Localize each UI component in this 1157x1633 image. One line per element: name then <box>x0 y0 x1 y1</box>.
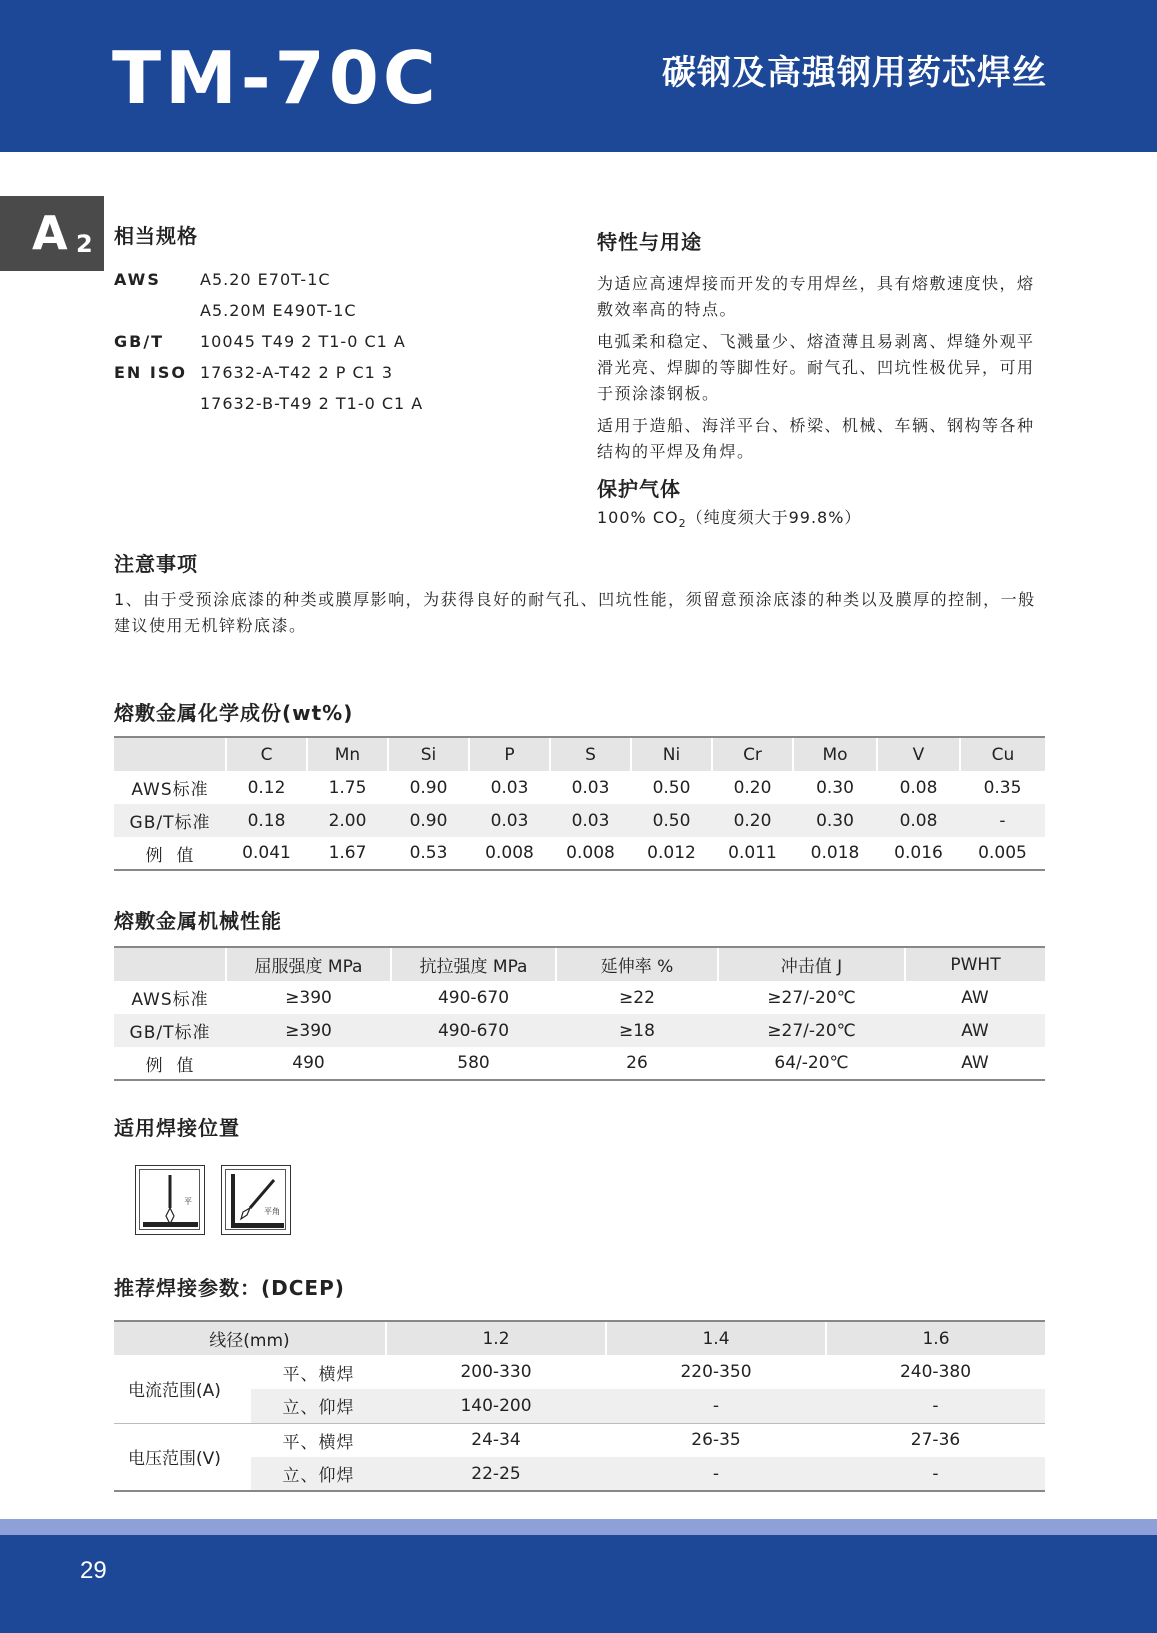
chem-cell: 2.00 <box>307 804 388 837</box>
mech-cell: 580 <box>391 1047 556 1080</box>
section-tag-number: 2 <box>76 230 93 258</box>
params-cell: 22-25 <box>386 1457 606 1491</box>
chem-cell: 0.03 <box>469 804 550 837</box>
features-para-2: 电弧柔和稳定、飞溅量少、熔渣薄且易剥离、焊缝外观平滑光亮、焊脚的等脚性好。耐气孔、凹坑性极优异，可用于预涂漆钢板。 <box>597 332 1035 403</box>
spec-key-gbt: GB/T <box>114 332 165 351</box>
fillet-position-label: 平角 <box>264 1207 280 1216</box>
chem-cell: 1.67 <box>307 837 388 870</box>
chem-cell: 0.03 <box>571 777 610 798</box>
params-title: 推荐焊接参数：(DCEP) <box>114 1276 345 1300</box>
mech-cell: ≥27/-20℃ <box>718 1014 905 1047</box>
chem-cell: 0.011 <box>712 837 793 870</box>
spec-aws-2: A5.20M E490T-1C <box>200 301 357 320</box>
mech-header-yield: 屈服强度 MPa <box>226 947 391 981</box>
params-cell: - <box>606 1389 826 1423</box>
gas-text-sub: 2 <box>678 517 687 531</box>
mech-cell: ≥27/-20℃ <box>767 987 856 1008</box>
chem-table <box>114 736 1045 871</box>
features-para-3: 适用于造船、海洋平台、桥梁、机械、车辆、钢构等各种结构的平焊及角焊。 <box>597 416 1035 461</box>
table-row <box>114 1047 1045 1080</box>
mech-cell: ≥22 <box>619 987 655 1008</box>
chem-row-label: AWS标准 <box>131 780 209 800</box>
mech-cell: AW <box>905 1014 1045 1047</box>
features-title: 特性与用途 <box>597 230 702 254</box>
footer-bar <box>0 1535 1157 1633</box>
chem-cell: 0.041 <box>226 837 307 870</box>
features-para-1: 为适应高速焊接而开发的专用焊丝，具有熔敷速度快，熔敷效率高的特点。 <box>597 274 1035 319</box>
chem-cell: 0.008 <box>550 837 631 870</box>
page-number: 29 <box>80 1557 107 1584</box>
mech-cell: ≥390 <box>226 1014 391 1047</box>
mech-cell: 490-670 <box>437 987 510 1008</box>
mech-cell: ≥18 <box>556 1014 718 1047</box>
chem-cell: 0.08 <box>899 777 938 798</box>
table-row <box>114 1389 1045 1423</box>
flat-horizontal-label: 平、横焊 <box>282 1432 355 1453</box>
params-header-diameter: 线径(mm) <box>114 1321 386 1355</box>
chem-cell: 0.016 <box>877 837 960 870</box>
chem-header-mn: Mn <box>307 737 388 771</box>
footer-stripe <box>0 1519 1157 1535</box>
horizontal-fillet-frame <box>225 1169 286 1230</box>
table-row <box>114 981 1045 1014</box>
chem-cell: 0.20 <box>712 804 793 837</box>
mech-header-pwht: PWHT <box>905 947 1045 981</box>
mech-row-label: 例 值 <box>114 1047 226 1080</box>
header-bar <box>0 0 1157 152</box>
mech-cell: ≥390 <box>285 987 332 1008</box>
notes-text: 1、由于受预涂底漆的种类或膜厚影响，为获得良好的耐气孔、凹坑性能，须留意预涂底漆的种类以及膜厚的控制，一般建议使用无机锌粉底漆。 <box>114 590 1036 635</box>
voltage-range-label: 电压范围(V) <box>114 1423 251 1491</box>
chem-header-row <box>114 737 1045 771</box>
flat-position-frame <box>139 1169 200 1230</box>
chem-cell: 0.90 <box>388 804 469 837</box>
params-cell: 24-34 <box>471 1430 521 1451</box>
params-cell: - <box>606 1457 826 1491</box>
flat-position-label: 平 <box>184 1197 192 1206</box>
spec-eniso-2: 17632-B-T49 2 T1-0 C1 A <box>200 394 424 413</box>
chem-cell: 0.90 <box>409 777 448 798</box>
chem-header-si: Si <box>388 737 469 771</box>
chem-cell: 0.03 <box>550 804 631 837</box>
table-row <box>114 804 1045 837</box>
mech-cell: AW <box>961 987 989 1008</box>
mech-title: 熔敷金属机械性能 <box>114 909 282 933</box>
chem-cell: 0.50 <box>652 777 691 798</box>
chem-cell: 0.005 <box>960 837 1045 870</box>
flat-horizontal-label: 平、横焊 <box>282 1364 355 1385</box>
specs-title: 相当规格 <box>114 224 198 248</box>
mech-header-tensile: 抗拉强度 MPa <box>391 947 556 981</box>
spec-aws-1: A5.20 E70T-1C <box>200 270 331 289</box>
chem-cell: 0.53 <box>388 837 469 870</box>
chem-header-p: P <box>469 737 550 771</box>
params-cell: 240-380 <box>899 1362 972 1382</box>
chem-row-label: 例 值 <box>114 837 226 870</box>
params-cell: - <box>826 1389 1045 1423</box>
table-row <box>114 1355 1045 1389</box>
chem-cell: 0.50 <box>631 804 712 837</box>
table-row <box>114 1457 1045 1491</box>
params-cell: 26-35 <box>691 1430 741 1451</box>
spec-key-eniso: EN ISO <box>114 363 187 382</box>
current-range-label: 电流范围(A) <box>114 1355 251 1423</box>
params-header-d3: 1.6 <box>826 1321 1045 1355</box>
spec-key-aws: AWS <box>114 270 161 289</box>
mech-header-blank <box>114 947 226 981</box>
chem-cell: - <box>960 804 1045 837</box>
flat-position-icon <box>135 1165 205 1235</box>
gas-text <box>597 510 861 529</box>
params-cell: 140-200 <box>386 1389 606 1423</box>
mech-cell: AW <box>905 1047 1045 1080</box>
spec-eniso-1: 17632-A-T42 2 P C1 3 <box>200 363 394 382</box>
chem-cell: 0.35 <box>983 777 1022 798</box>
gas-title: 保护气体 <box>597 477 681 501</box>
chem-cell: 0.30 <box>793 804 877 837</box>
chem-header-cu: Cu <box>960 737 1045 771</box>
product-subtitle: 碳钢及高强钢用药芯焊丝 <box>662 53 1047 93</box>
params-table <box>114 1320 1045 1492</box>
mech-cell: 490-670 <box>391 1014 556 1047</box>
params-header-d1: 1.2 <box>386 1321 606 1355</box>
gas-text-b: （纯度须大于99.8%） <box>686 508 862 527</box>
notes-title: 注意事项 <box>114 552 198 576</box>
chem-cell: 0.18 <box>226 804 307 837</box>
vertical-overhead-label: 立、仰焊 <box>251 1389 386 1423</box>
positions-title: 适用焊接位置 <box>114 1116 240 1140</box>
chem-cell: 1.75 <box>328 777 367 798</box>
chem-cell: 0.12 <box>247 777 286 798</box>
mech-table <box>114 946 1045 1081</box>
params-header-d2: 1.4 <box>606 1321 826 1355</box>
chem-cell: 0.008 <box>469 837 550 870</box>
chem-header-ni: Ni <box>631 737 712 771</box>
chem-header-blank <box>114 737 226 771</box>
table-row <box>114 837 1045 870</box>
chem-title: 熔敷金属化学成份(wt%) <box>114 701 354 725</box>
params-cell: 27-36 <box>910 1430 961 1451</box>
mech-cell: 490 <box>226 1047 391 1080</box>
horizontal-fillet-icon <box>221 1165 291 1235</box>
params-cell: 220-350 <box>680 1362 752 1382</box>
mech-row-label: GB/T标准 <box>114 1014 226 1047</box>
mech-header-impact: 冲击值 J <box>718 947 905 981</box>
chem-header-s: S <box>550 737 631 771</box>
section-tag-letter: A <box>32 206 68 260</box>
mech-cell: 64/-20℃ <box>718 1047 905 1080</box>
fillet-weld-icon <box>226 1170 287 1231</box>
chem-cell: 0.03 <box>490 777 529 798</box>
chem-header-mo: Mo <box>793 737 877 771</box>
section-tag <box>0 196 104 271</box>
chem-cell: 0.08 <box>877 804 960 837</box>
params-header-row <box>114 1321 1045 1355</box>
chem-cell: 0.20 <box>733 777 772 798</box>
chem-header-c: C <box>226 737 307 771</box>
mech-row-label: AWS标准 <box>131 990 209 1010</box>
chem-cell: 0.012 <box>631 837 712 870</box>
gas-text-a: 100% CO <box>597 508 679 527</box>
params-cell: - <box>826 1457 1045 1491</box>
mech-header-elongation: 延伸率 % <box>556 947 718 981</box>
params-cell: 200-330 <box>460 1362 532 1382</box>
spec-gbt-1: 10045 T49 2 T1-0 C1 A <box>200 332 406 351</box>
table-row <box>114 1014 1045 1047</box>
vertical-overhead-label: 立、仰焊 <box>251 1457 386 1491</box>
chem-row-label: GB/T标准 <box>114 804 226 837</box>
chem-header-v: V <box>877 737 960 771</box>
table-row <box>114 1423 1045 1457</box>
product-model: TM-70C <box>112 36 440 120</box>
mech-header-row <box>114 947 1045 981</box>
table-row <box>114 771 1045 804</box>
mech-cell: 26 <box>556 1047 718 1080</box>
chem-cell: 0.30 <box>816 777 854 798</box>
chem-header-cr: Cr <box>712 737 793 771</box>
chem-cell: 0.018 <box>793 837 877 870</box>
